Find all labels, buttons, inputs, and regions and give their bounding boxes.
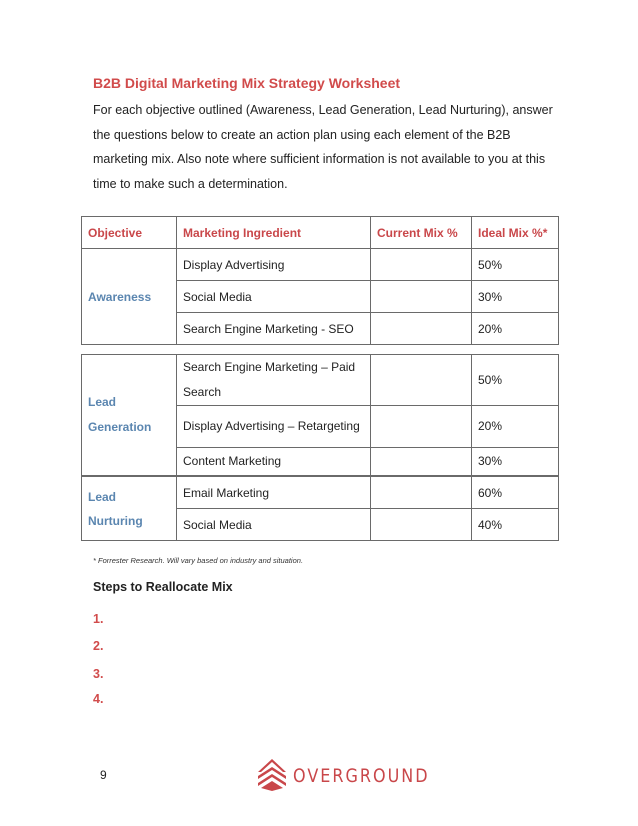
steps-title: Steps to Reallocate Mix: [93, 580, 233, 594]
objective-line: Lead: [88, 489, 117, 504]
objective-lead-generation: [82, 355, 177, 476]
worksheet-title: B2B Digital Marketing Mix Strategy Worksheet: [93, 75, 401, 91]
table-row: [82, 249, 559, 281]
ingredient-cell: Social Media: [177, 281, 371, 313]
step-1: 1.: [93, 612, 104, 626]
header-ideal-mix: Ideal Mix %*: [472, 217, 559, 249]
table-row: [82, 355, 559, 406]
ideal-mix-cell: 50%: [472, 249, 559, 281]
current-mix-cell[interactable]: [371, 281, 472, 313]
ingredient-cell: Email Marketing: [177, 477, 371, 509]
table-header-row: [82, 217, 559, 249]
footnote: * Forrester Research. Will vary based on industry and situation.: [93, 556, 304, 565]
current-mix-cell[interactable]: [371, 477, 472, 509]
lead-generation-table: [81, 354, 559, 476]
overground-logo-icon: [257, 758, 287, 792]
current-mix-cell[interactable]: [371, 406, 472, 448]
ingredient-cell: Social Media: [177, 509, 371, 541]
ingredient-cell: Content Marketing: [177, 448, 371, 476]
ideal-mix-cell: 60%: [472, 477, 559, 509]
header-current-mix: Current Mix %: [371, 217, 472, 249]
brand-logo: [257, 758, 430, 792]
step-3: 3.: [93, 667, 104, 681]
objective-line: Lead: [88, 395, 117, 409]
ideal-mix-cell: 50%: [472, 355, 559, 406]
step-2: 2.: [93, 639, 104, 653]
current-mix-cell[interactable]: [371, 249, 472, 281]
logo-wordmark: OVERGROUND: [293, 764, 430, 786]
ideal-mix-cell: 20%: [472, 406, 559, 448]
objective-lead-nurturing: [82, 477, 177, 541]
ideal-mix-cell: 40%: [472, 509, 559, 541]
objective-line: Nurturing: [88, 513, 143, 528]
header-ingredient: Marketing Ingredient: [177, 217, 371, 249]
objective-line: Generation: [88, 420, 152, 434]
header-objective: Objective: [82, 217, 177, 249]
ideal-mix-cell: 20%: [472, 313, 559, 345]
awareness-table: [81, 216, 559, 345]
current-mix-cell[interactable]: [371, 448, 472, 476]
ideal-mix-cell: 30%: [472, 281, 559, 313]
lead-nurturing-table: [81, 476, 559, 541]
ingredient-cell: Search Engine Marketing – Paid Search: [177, 355, 371, 406]
current-mix-cell[interactable]: [371, 355, 472, 406]
ingredient-cell: Search Engine Marketing - SEO: [177, 313, 371, 345]
current-mix-cell[interactable]: [371, 313, 472, 345]
ideal-mix-cell: 30%: [472, 448, 559, 476]
step-4: 4.: [93, 692, 104, 706]
page-number: 9: [100, 768, 107, 782]
intro-paragraph: For each objective outlined (Awareness, Lead Generation, Lead Nurturing), answer the questions below to create an action plan using each element of the B2B marketing mix. Also note where sufficient information is not available to you at this time to make such a determination.: [93, 103, 553, 191]
ingredient-cell: Display Advertising: [177, 249, 371, 281]
ingredient-cell: Display Advertising – Retargeting: [177, 406, 371, 448]
objective-awareness: Awareness: [82, 249, 177, 345]
current-mix-cell[interactable]: [371, 509, 472, 541]
table-row: [82, 477, 559, 509]
